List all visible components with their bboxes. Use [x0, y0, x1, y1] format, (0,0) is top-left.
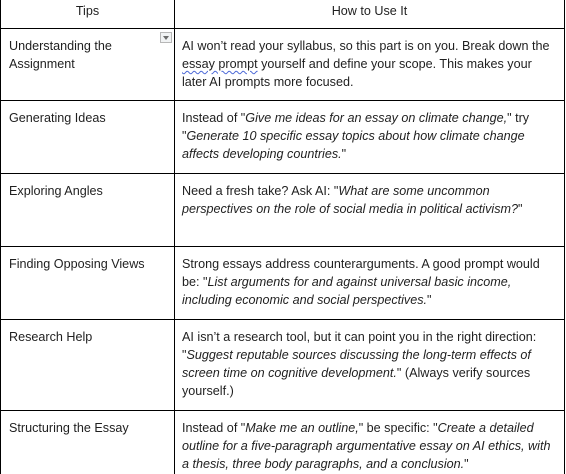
table-header-row: [1, 0, 564, 29]
how-cell[interactable]: [174, 174, 564, 246]
how-text: ": [464, 457, 469, 471]
how-text: Instead of ": [182, 421, 246, 435]
spellcheck-word[interactable]: essay prompt: [182, 57, 258, 71]
how-text: ": [427, 293, 432, 307]
how-example-prompt: List arguments for and against universal basic income, including economic and social perspectives.: [182, 275, 512, 307]
how-text: Strong essays address counterarguments. A good prompt would be: ": [182, 257, 540, 289]
tip-cell[interactable]: [1, 247, 174, 319]
tip-label: Generating Ideas: [9, 111, 106, 125]
tip-label: Research Help: [9, 330, 93, 344]
how-cell[interactable]: [174, 247, 564, 319]
how-example-prompt: Create a detailed outline for a five-paragraph argumentative essay on AI ethics, with a thesis, three body paragraphs, and a conclusion.: [182, 421, 551, 471]
how-text: " try ": [182, 111, 530, 143]
table-row: [1, 29, 564, 101]
how-text: ": [518, 202, 523, 216]
how-example-prompt: Suggest reputable sources discussing the long-term effects of screen time on cognitive development.: [182, 348, 531, 380]
tip-label: Finding Opposing Views: [9, 257, 145, 271]
tip-label: Understanding the Assignment: [9, 39, 112, 71]
table-row: [1, 174, 564, 247]
how-text: AI won’t read your syllabus, so this part is on you. Break down the: [182, 39, 550, 53]
table-row: [1, 411, 564, 474]
how-example-prompt: Give me ideas for an essay on climate change,: [245, 111, 508, 125]
how-cell[interactable]: [174, 101, 564, 173]
how-cell[interactable]: [174, 411, 564, 474]
tip-cell[interactable]: [1, 101, 174, 173]
tip-cell[interactable]: [1, 174, 174, 246]
how-text: AI isn’t a research tool, but it can point you in the right direction: ": [182, 330, 537, 362]
how-text: Instead of ": [182, 111, 246, 125]
header-tips[interactable]: Tips: [75, 4, 100, 18]
how-example-prompt: Generate 10 specific essay topics about how climate change affects developing countries.: [182, 129, 525, 161]
cell-dropdown-icon[interactable]: [160, 32, 172, 43]
how-text: yourself and define your scope. This makes your later AI prompts more focused.: [182, 57, 532, 89]
how-text: ": [341, 147, 347, 161]
how-cell[interactable]: [174, 320, 564, 410]
table-row: [1, 320, 564, 411]
how-text: Need a fresh take? Ask AI: ": [182, 184, 339, 198]
how-cell[interactable]: [174, 29, 564, 100]
how-text: " be specific: ": [358, 421, 438, 435]
tip-cell[interactable]: [1, 320, 174, 410]
tip-cell[interactable]: [1, 29, 174, 100]
how-example-prompt: What are some uncommon perspectives on the role of social media in political activism?: [182, 184, 518, 216]
tip-label: Structuring the Essay: [9, 421, 129, 435]
table-row: [1, 247, 564, 320]
tip-label: Exploring Angles: [9, 184, 103, 198]
tip-cell[interactable]: [1, 411, 174, 474]
how-text: " (Always verify sources yourself.): [182, 366, 531, 398]
header-how-to-use[interactable]: How to Use It: [174, 0, 564, 28]
table-row: [1, 101, 564, 174]
how-example-prompt: Make me an outline,: [245, 421, 359, 435]
